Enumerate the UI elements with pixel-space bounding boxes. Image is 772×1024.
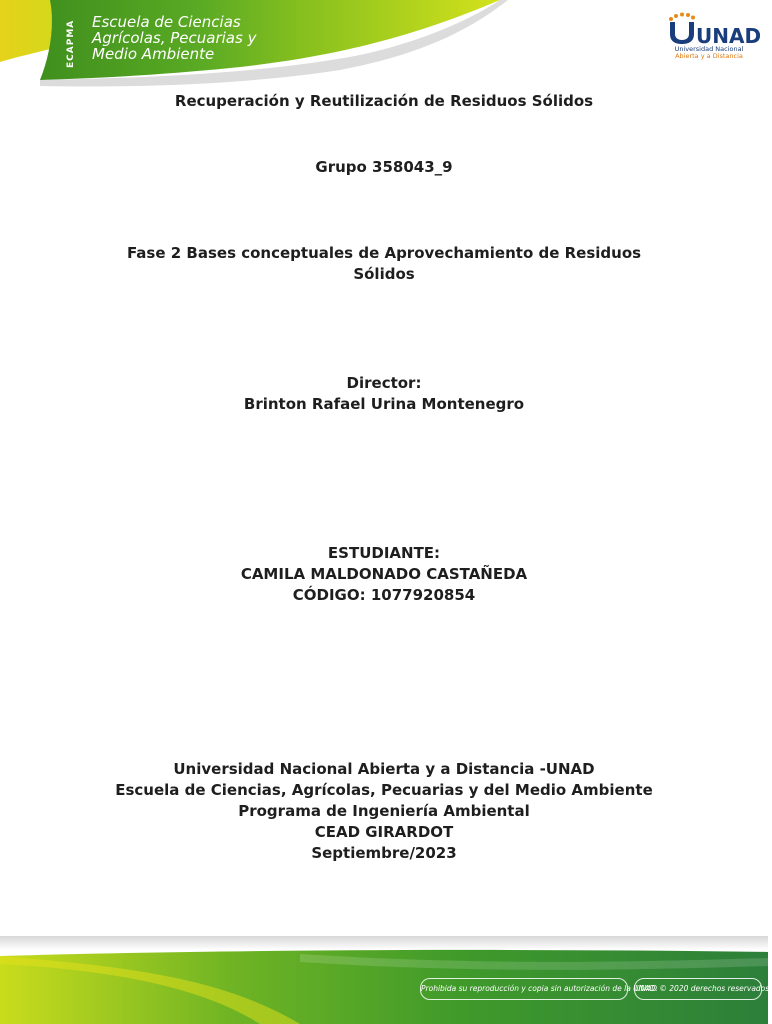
- header-banner: [0, 0, 768, 100]
- school-name: [92, 14, 292, 62]
- copyright-notice: UNAD © 2020 derechos reservados.: [634, 978, 762, 1000]
- phase-title-line: Fase 2 Bases conceptuales de Aprovechamiento de Residuos: [126, 244, 642, 262]
- institution-block: [100, 759, 668, 864]
- reproduction-notice: Prohibida su reproducción y copia sin autorización de la UNAD.: [420, 978, 628, 1000]
- director-name: Brinton Rafael Urina Montenegro: [243, 395, 525, 413]
- phase-title-line: Sólidos: [353, 265, 415, 283]
- institution-line: Escuela de Ciencias, Agrícolas, Pecuarias y del Medio Ambiente: [115, 781, 653, 799]
- unad-logo-line1: Universidad Nacional: [674, 45, 744, 53]
- phase-title: [100, 243, 668, 285]
- unad-logo-wordmark: UNAD: [696, 24, 762, 48]
- school-name-line: Escuela de Ciencias: [92, 13, 241, 31]
- footer-banner: [0, 936, 772, 1024]
- document-title: Recuperación y Reutilización de Residuos Sólidos: [174, 92, 594, 110]
- student-block: [100, 543, 668, 606]
- unad-logo: [664, 12, 762, 64]
- unad-logo-mark: [664, 12, 762, 48]
- director-label: Director:: [346, 374, 422, 392]
- director-block: [100, 373, 668, 415]
- institution-line: Programa de Ingeniería Ambiental: [238, 802, 530, 820]
- ecapma-label: ECAPMA: [66, 19, 76, 69]
- student-name: CAMILA MALDONADO CASTAÑEDA: [240, 565, 528, 583]
- student-code: CÓDIGO: 1077920854: [292, 586, 476, 604]
- school-name-line: Agrícolas, Pecuarias y: [92, 29, 257, 47]
- institution-line: Septiembre/2023: [311, 844, 457, 862]
- group-label: Grupo 358043_9: [315, 158, 453, 176]
- institution-line: CEAD GIRARDOT: [314, 823, 454, 841]
- unad-logo-line2: Abierta y a Distancia: [675, 52, 743, 60]
- student-label: ESTUDIANTE:: [327, 544, 441, 562]
- institution-line: Universidad Nacional Abierta y a Distancia -UNAD: [173, 760, 595, 778]
- school-name-line: Medio Ambiente: [92, 45, 215, 63]
